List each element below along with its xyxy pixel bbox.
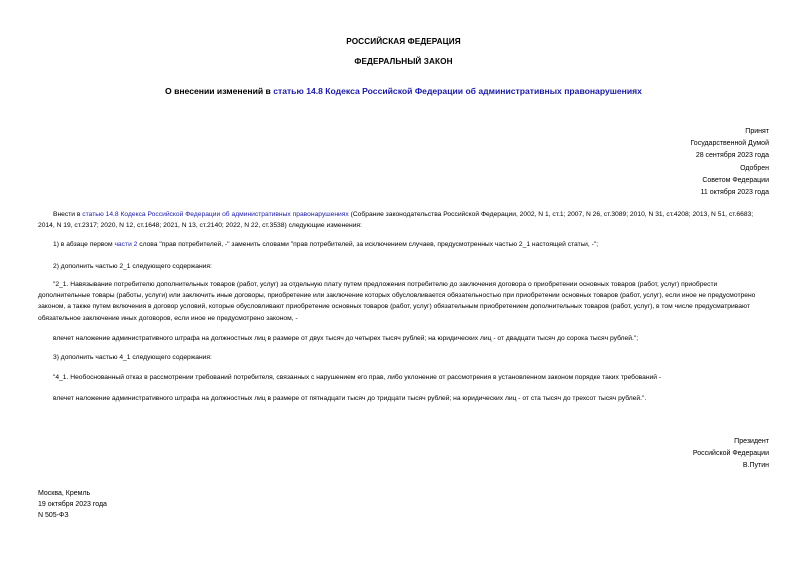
signature-line: Российской Федерации	[692, 450, 769, 458]
paragraph-intro	[38, 209, 769, 231]
footer-block	[38, 488, 107, 521]
adoption-line: Советом Федерации	[702, 176, 769, 184]
footer-line: N 505-ФЗ	[38, 512, 69, 519]
law-title	[0, 86, 807, 96]
law-title-prefix: О внесении изменений в	[165, 86, 274, 96]
footer-line: 19 октября 2023 года	[38, 501, 107, 508]
intro-article-link[interactable]: статью 14.8 Кодекса Российской Федерации об административных правонарушениях	[82, 211, 349, 218]
intro-prefix: Внести в	[53, 211, 83, 218]
item1-suffix: слова "прав потребителей, -" заменить словами "прав потребителей, за исключением случаев, предусмотренных частью 2_1 настоящей статьи, -";	[137, 241, 599, 248]
intro-suffix: (Собрание законодательства Российской Федерации, 2002, N 1, ст.1; 2007, N 26, ст.3089; 2010, N 31, ст.4208; 2013, N 51, ст.6683; 2014, N 19, ст.2317; 2020, N 12, ст.1648; 2021, N 13, ст.2140; 2022, N 22, ст.3538) следующие изменения:	[38, 211, 754, 230]
adoption-line: Принят	[745, 128, 769, 135]
paragraph-item-2: 2) дополнить частью 2_1 следующего содержания:	[53, 263, 212, 270]
paragraph-part-2-1: "2_1. Навязывание потребителю дополнительных товаров (работ, услуг) за отдельную плату путем предложения потребителю до заключения договора о приобретении основных товаров (работ, услуг) приобрести дополнительные товары (работы, услуги) или заключить иные договоры, приобретение или заключение которых обусловливается обязательностью при приобретении основных товаров (работ, услуг), если иное не предусмотрено законом, а также путем включения в договор условий, которые обусловливают приобретение основных товаров (работ, услуг) обязательным приобретением дополнительных товаров (работ, услуг), в том числе предусматривают обязательное заключение иных договоров, если иное не предусмотрено законом, -	[38, 281, 756, 322]
adoption-line: Государственной Думой	[690, 140, 769, 148]
paragraph-item-3: 3) дополнить частью 4_1 следующего содержания:	[53, 354, 212, 361]
signature-line: В.Путин	[742, 462, 769, 470]
signature-block	[693, 436, 769, 473]
adoption-line: 11 октября 2023 года	[700, 189, 769, 197]
country-heading: РОССИЙСКАЯ ФЕДЕРАЦИЯ	[346, 37, 461, 46]
doc-type-heading: ФЕДЕРАЛЬНЫЙ ЗАКОН	[354, 57, 453, 66]
paragraph-item-1	[38, 239, 769, 250]
item1-part-link[interactable]: части 2	[114, 241, 138, 248]
paragraph-part-4-1: "4_1. Необоснованный отказ в рассмотрении требований потребителя, связанных с нарушением его прав, либо уклонение от рассмотрения в установленном законом порядке таких требований -	[53, 374, 662, 381]
signature-line: Президент	[734, 438, 769, 445]
law-title-link[interactable]: статью 14.8 Кодекса Российской Федерации об административных правонарушениях	[273, 86, 642, 96]
adoption-line: 28 сентября 2023 года	[695, 152, 769, 160]
paragraph-penalty-2-1: влечет наложение административного штрафа на должностных лиц в размере от двух тысяч до четырех тысяч рублей; на юридических лиц - от двадцати тысяч до сорока тысяч рублей.";	[53, 335, 639, 342]
adoption-line: Одобрен	[740, 164, 769, 172]
item1-prefix: 1) в абзаце первом	[53, 241, 115, 248]
paragraph-penalty-4-1: влечет наложение административного штрафа на должностных лиц в размере от пятнадцати тысяч до тридцати тысяч рублей; на юридических лиц - от ста тысяч до трехсот тысяч рублей.".	[53, 395, 647, 402]
adoption-block	[690, 126, 769, 199]
footer-line: Москва, Кремль	[38, 490, 91, 497]
